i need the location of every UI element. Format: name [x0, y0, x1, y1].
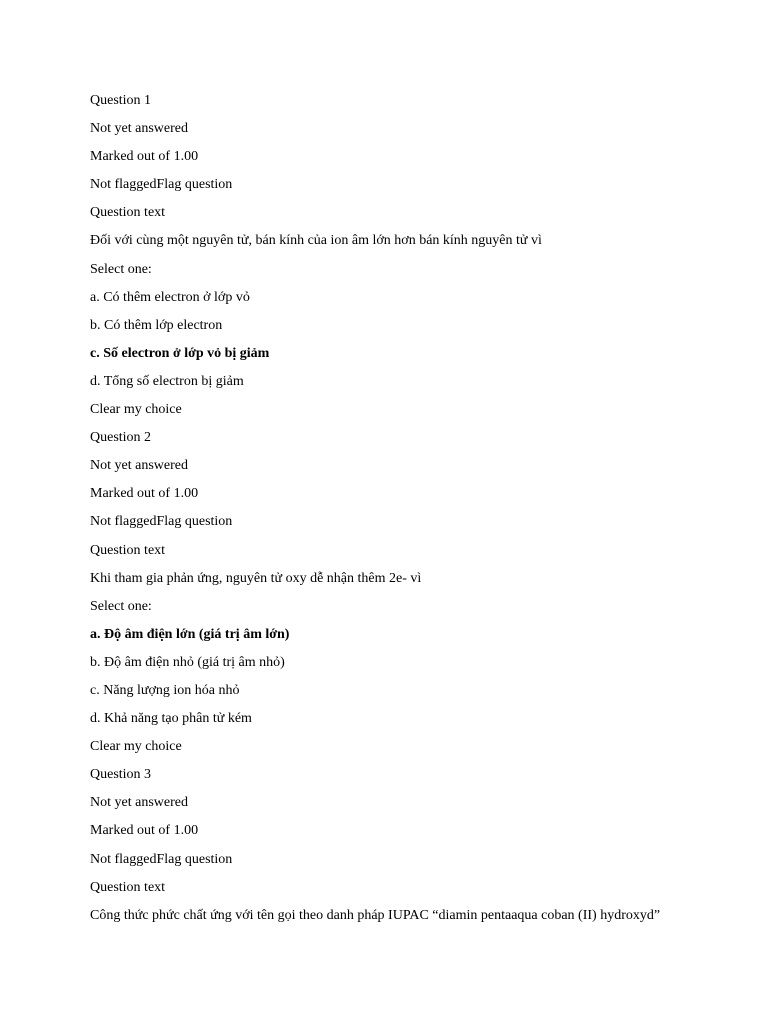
question-marks: Marked out of 1.00: [90, 823, 199, 839]
question-status: Not yet answered: [90, 458, 188, 474]
question-text-label: Question text: [90, 542, 166, 558]
question-text-label: Question text: [90, 205, 166, 221]
question-status: Not yet answered: [90, 121, 188, 137]
select-one-label: Select one:: [90, 261, 152, 277]
question-title: Question 3: [90, 767, 152, 783]
answer-option-a[interactable]: a. Có thêm electron ở lớp vỏ: [90, 289, 250, 305]
flag-question-link[interactable]: Not flaggedFlag question: [90, 851, 233, 867]
answer-option-d[interactable]: d. Tổng số electron bị giảm: [90, 373, 244, 389]
question-text: Công thức phức chất ứng với tên gọi theo danh pháp IUPAC “diamin pentaaqua coban (II) hydroxyd”: [90, 907, 661, 923]
question-text: Khi tham gia phản ứng, nguyên tử oxy dễ nhận thêm 2e- vì: [90, 570, 422, 586]
question-title: Question 1: [90, 93, 152, 108]
answer-option-d[interactable]: d. Khả năng tạo phân tử kém: [90, 711, 252, 727]
question-title: Question 2: [90, 430, 152, 446]
clear-choice-link[interactable]: Clear my choice: [90, 739, 182, 755]
clear-choice-link[interactable]: Clear my choice: [90, 402, 182, 418]
question-marks: Marked out of 1.00: [90, 149, 199, 165]
question-text-label: Question text: [90, 879, 166, 895]
answer-option-c-selected[interactable]: c. Số electron ở lớp vỏ bị giảm: [90, 345, 270, 361]
answer-option-b[interactable]: b. Có thêm lớp electron: [90, 317, 223, 333]
select-one-label: Select one:: [90, 598, 152, 614]
answer-option-c[interactable]: c. Năng lượng ion hóa nhỏ: [90, 682, 240, 698]
question-text: Đối với cùng một nguyên tử, bán kính của ion âm lớn hơn bán kính nguyên tử vì: [90, 233, 542, 249]
flag-question-link[interactable]: Not flaggedFlag question: [90, 177, 233, 193]
flag-question-link[interactable]: Not flaggedFlag question: [90, 514, 233, 530]
answer-option-b[interactable]: b. Độ âm điện nhỏ (giá trị âm nhỏ): [90, 654, 285, 670]
question-status: Not yet answered: [90, 795, 188, 811]
quiz-content: [90, 91, 730, 934]
answer-option-a-selected[interactable]: a. Độ âm điện lớn (giá trị âm lớn): [90, 626, 290, 642]
question-marks: Marked out of 1.00: [90, 486, 199, 502]
